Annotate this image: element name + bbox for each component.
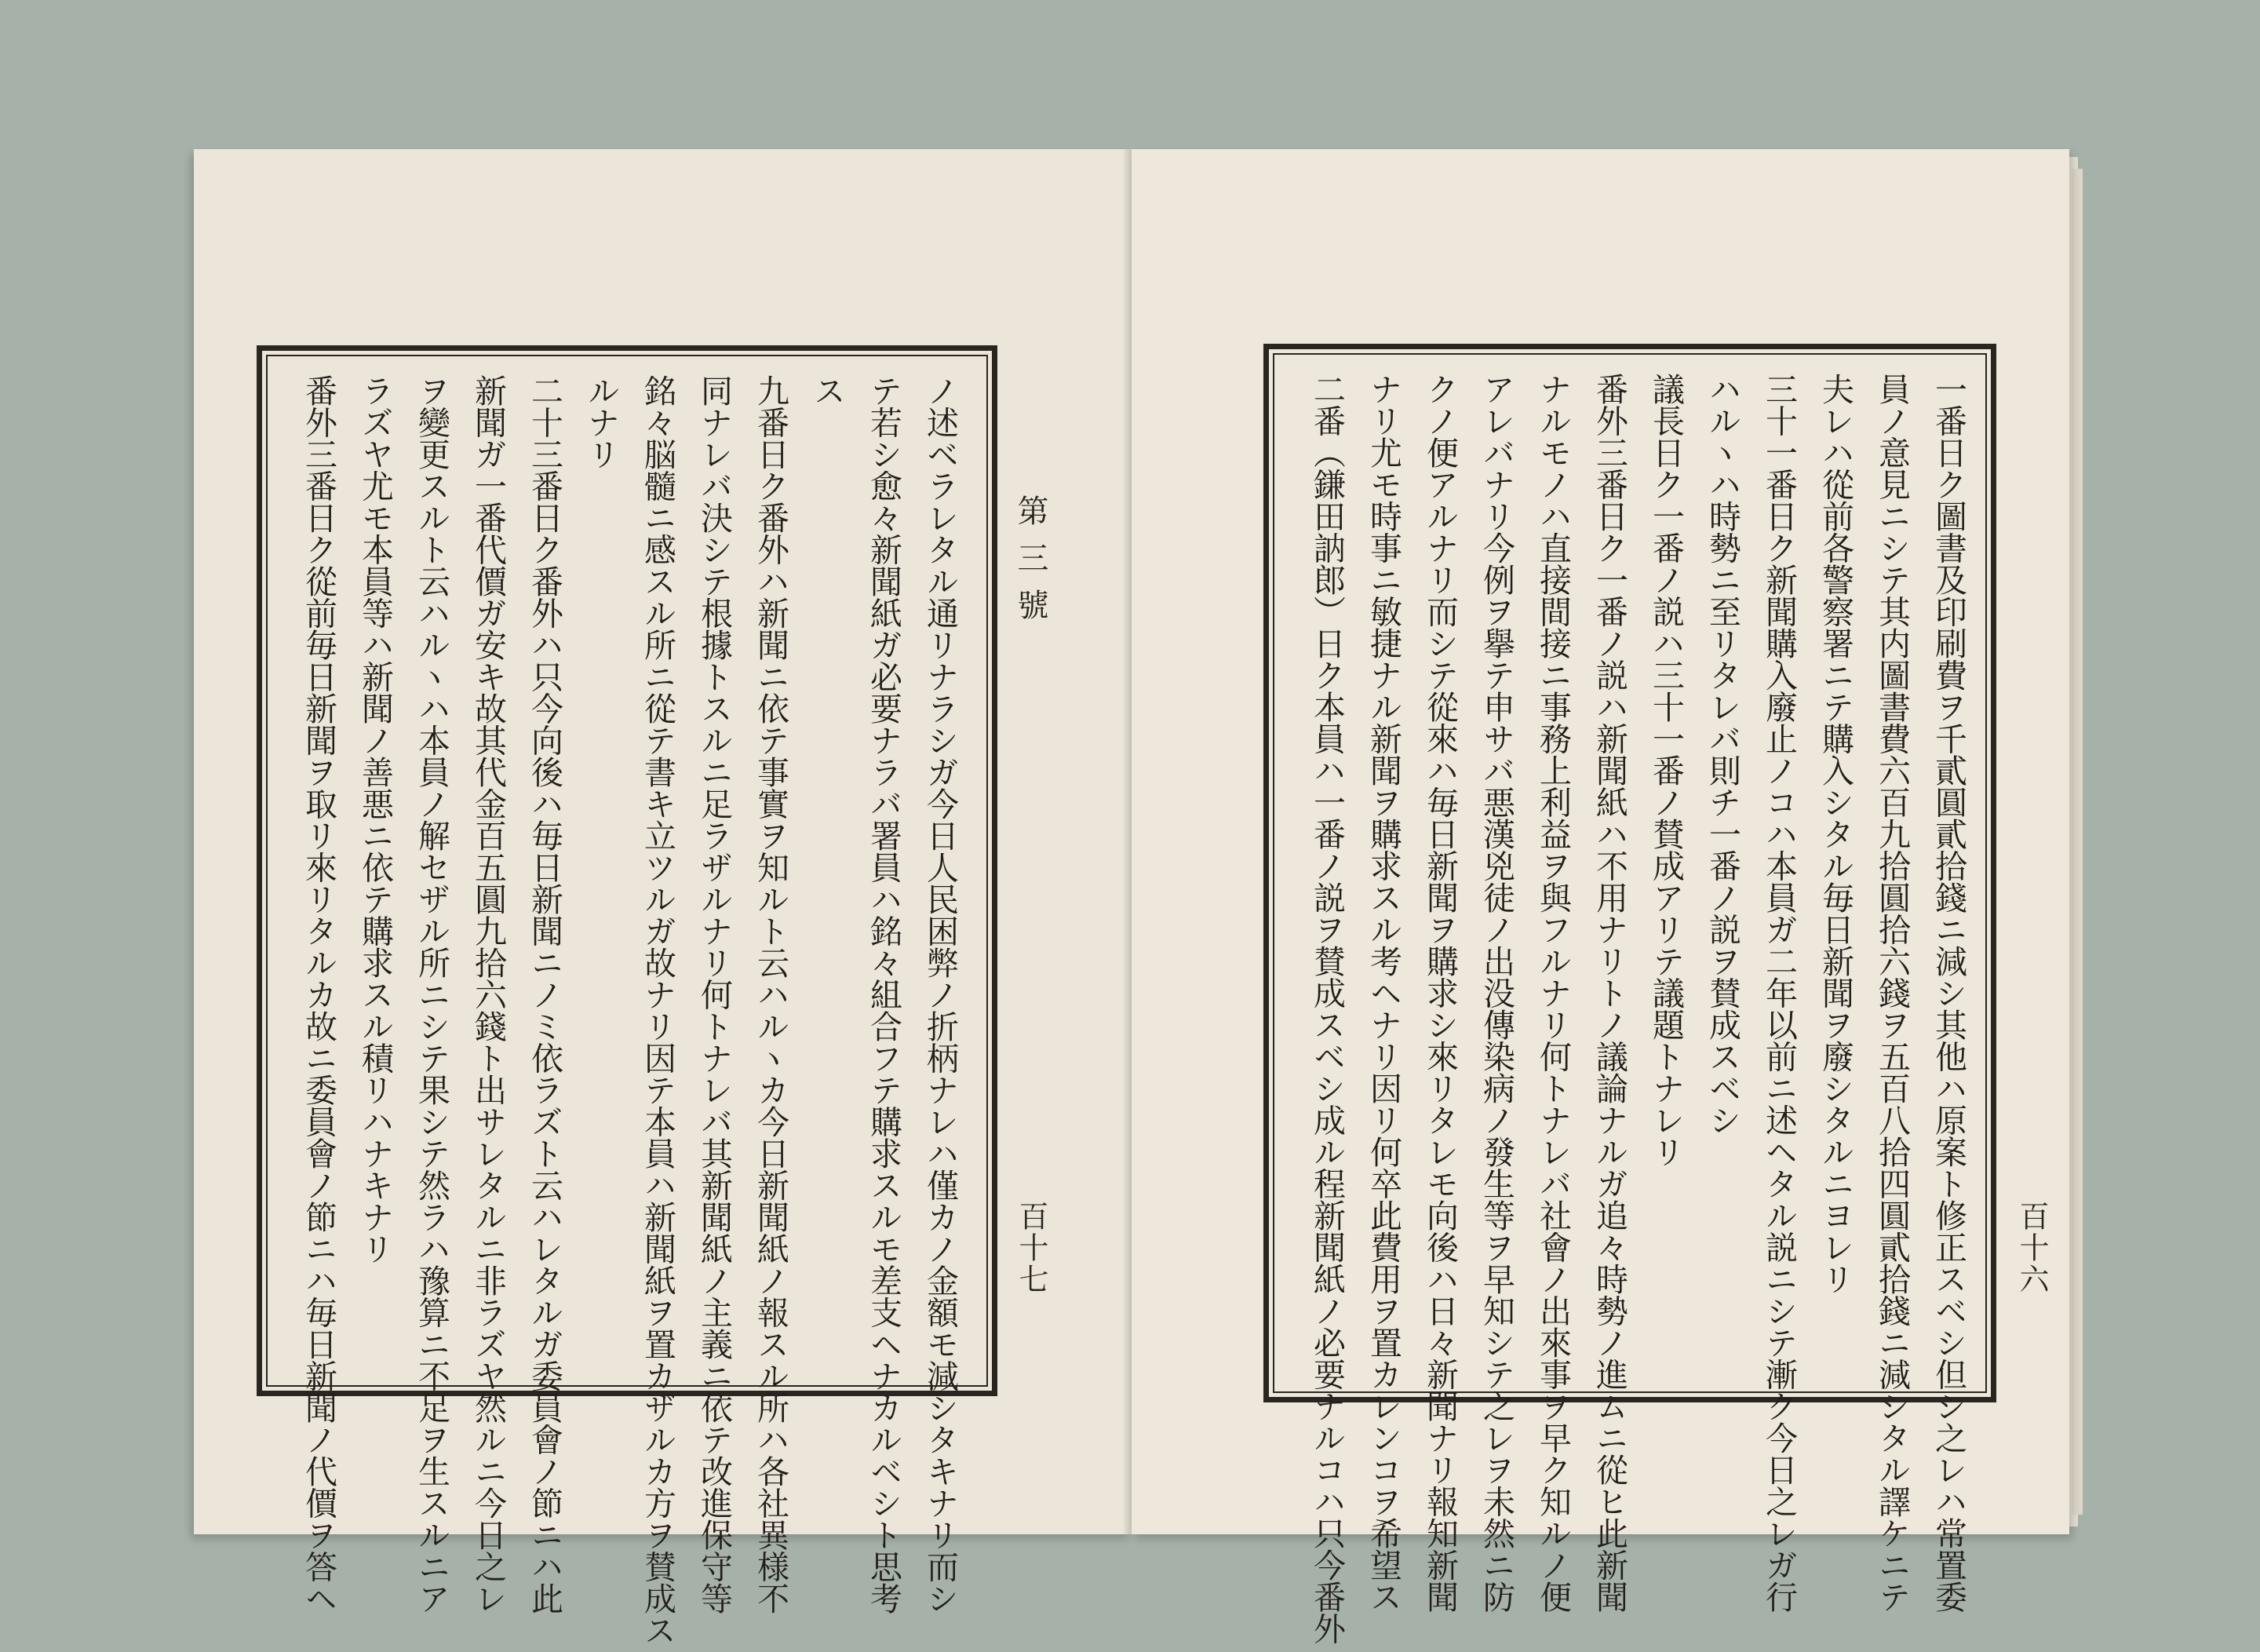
left-text-frame bbox=[257, 345, 997, 1646]
right-text-column: 一番日ク圖書及印刷費ヲ千貳圓貳拾錢ニ減シ其他ハ原案ト修正スベシ但シ之レハ常置委 bbox=[1930, 373, 1967, 1613]
right-text-frame bbox=[1263, 344, 1996, 1644]
right-text-column: クノ便アルナリ而シテ從來ハ毎日新聞ヲ購求シ來リタレモ向後ハ日々新聞ナリ報知新聞 bbox=[1421, 373, 1459, 1613]
right-text-column: ナルモノハ直接間接ニ事務上利益ヲ與フルナリ何トナレバ社會ノ出來事ヲ早ク知ルノ便 bbox=[1534, 373, 1572, 1613]
right-text-column: ハルヽハ時勢ニ至リタレバ則チ一番ノ説ヲ賛成スベシ bbox=[1704, 373, 1741, 1136]
left-page bbox=[194, 149, 1132, 1646]
left-text-column: 銘々脳髓ニ感スル所ニ從テ書キ立ツルガ故ナリ因テ本員ハ新聞紙ヲ置カザルカ方ヲ賛成ス bbox=[639, 374, 676, 1646]
left-text-column: ヲ變更スルト云ハルヽハ本員ノ解セザル所ニシテ果シテ然ラハ豫算ニ不足ヲ生スルニア bbox=[413, 374, 450, 1614]
page-number-right: 百十六 bbox=[2014, 1201, 2049, 1295]
left-text-column: 番外三番日ク從前毎日新聞ヲ取リ來リタルカ故ニ委員會ノ節ニハ毎日新聞ノ代價ヲ答ヘ bbox=[300, 374, 337, 1614]
left-text-column: 二十三番日ク番外ハ只今向後ハ毎日新聞ニノミ依ラズト云ハレタルガ委員會ノ節ニハ此 bbox=[526, 374, 563, 1614]
left-text-column: ルナリ bbox=[582, 374, 620, 470]
right-text-column: アレバナリ今例ヲ擧テ申サバ悪漢兇徒ノ出没傳染病ノ發生等ヲ早知シテ之レヲ未然ニ防 bbox=[1478, 373, 1515, 1613]
right-text-column: 員ノ意見ニシテ其内圖書費六百九拾圓拾六錢ヲ五百八拾四圓貳拾錢ニ減シタル譯ケニテ bbox=[1873, 373, 1911, 1613]
under-leaf-2 bbox=[2072, 169, 2083, 1515]
right-text-column: ナリ尤モ時事ニ敏捷ナル新聞ヲ購求スル考ヘナリ因リ何卒此費用ヲ置カレンコヲ希望ス bbox=[1365, 373, 1402, 1613]
left-text-column: ラズヤ尤モ本員等ハ新聞ノ善悪ニ依テ購求スル積リハナキナリ bbox=[356, 374, 394, 1264]
right-text-column: 番外三番日ク一番ノ説ハ新聞紙ハ不用ナリトノ議論ナルガ追々時勢ノ進ムニ從ヒ此新聞 bbox=[1591, 373, 1628, 1613]
right-text-column: 三十一番日ク新聞購入廢止ノコハ本員ガ二年以前ニ述ヘタル説ニシテ漸ク今日之レガ行 bbox=[1760, 373, 1798, 1613]
left-text-column: ス bbox=[808, 374, 846, 407]
left-text-column: 同ナレバ決シテ根據トスルニ足ラザルナリ何トナレバ其新聞紙ノ主義ニ依テ改進保守等 bbox=[695, 374, 733, 1614]
left-text-column: テ若シ愈々新聞紙ガ必要ナラバ署員ハ銘々組合フテ購求スルモ差支ヘナカルベシト思考 bbox=[865, 374, 902, 1614]
issue-label: 第三號 bbox=[1012, 494, 1048, 636]
left-text-column: 新聞ガ一番代價ガ安キ故其代金百五圓九拾六錢ト出サレタルニ非ラズヤ然ルニ今日之レ bbox=[469, 374, 507, 1614]
left-text-column: ノ述ベラレタル通リナラシガ今日人民困弊ノ折柄ナレハ僅カノ金額モ減シタキナリ而シ bbox=[921, 374, 959, 1614]
right-text-column: 議長日ク一番ノ説ハ三十一番ノ賛成アリテ議題トナレリ bbox=[1647, 373, 1685, 1168]
right-text-column: 夫レハ從前各警察署ニテ購入シタル毎日新聞ヲ廢シタルニヨレリ bbox=[1817, 373, 1854, 1295]
right-text-column: 二番（鎌田訥郎）日ク本員ハ一番ノ説ヲ賛成スベシ成ル程新聞紙ノ必要ナルコハ只今番外 bbox=[1308, 373, 1346, 1644]
left-text-column: 九番日ク番外ハ新聞ニ依テ事實ヲ知ルト云ハルヽカ今日新聞紙ノ報スル所ハ各社異様不 bbox=[752, 374, 789, 1614]
page-number-left: 百十七 bbox=[1014, 1201, 1048, 1295]
right-page bbox=[1132, 149, 2069, 1644]
